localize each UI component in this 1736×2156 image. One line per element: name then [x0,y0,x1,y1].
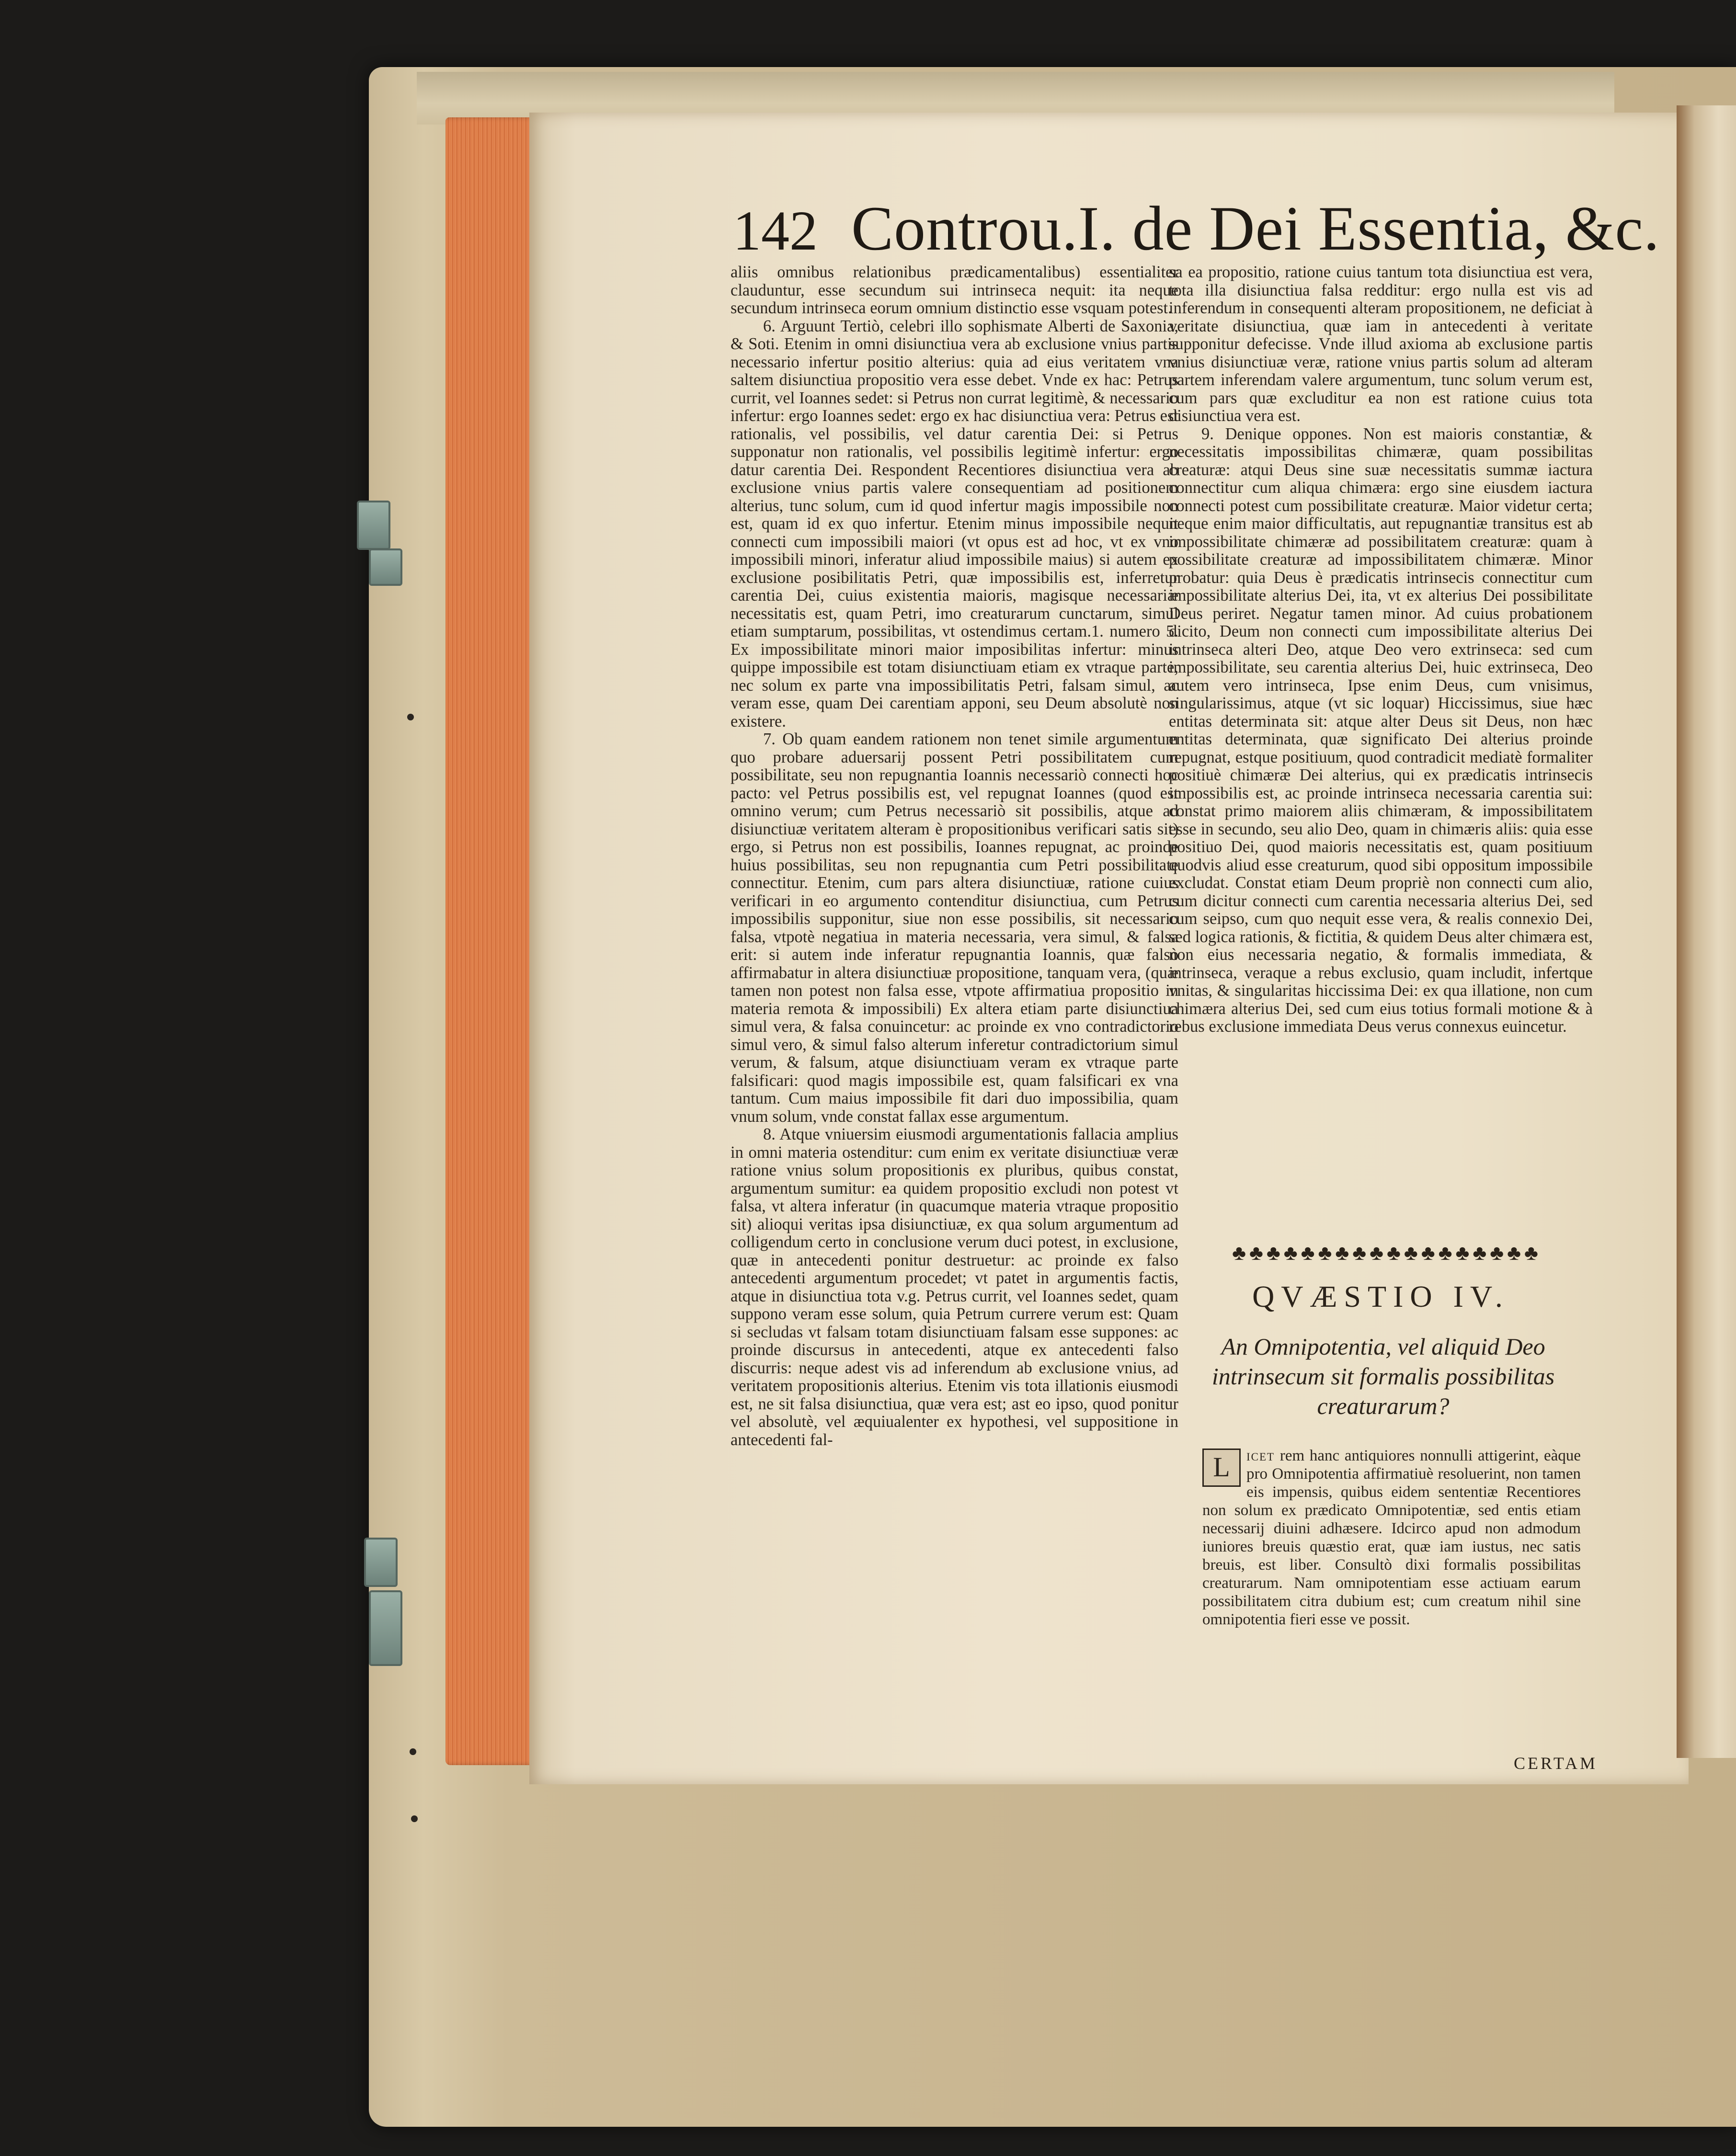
paragraph: 6. Arguunt Tertiò, celebri illo sophismate Alberti de Saxonia, & Soti. Etenim in omni disiunctiua vera ab exclusione vnius partis necessario infertur positio alterius: quia ad eius veritatem vna saltem disiunctiua propositio vera esse debet. Vnde ex hac: Petrus currit, vel Ioannes sedet: si Petrus non currat legitimè, & necessario infertur: ergo Ioannes sedet: ergo ex hac disiunctiua vera: Petrus est rationalis, vel possibilis, vel datur carentia Dei: si Petrus supponatur non rationalis, vel possibilis legitimè infertur: ergo datur carentia Dei. Respondent Recentiores disiunctiua vera ab exclusione vnius partis valere consequentiam ad positionem alterius, tunc solum, cum id quod infertur magis impossibile non est, quam id ex quo infertur. Etenim minus impossibile nequit connecti cum impossibili maiori (vt opus est ad hoc, vt ex vno impossibili minori, inferatur aliud impossibile maius) si autem ex exclusione posibilitatis Petri, quæ impossibilis est, inferretur carentia Dei, cuius existentia maioris, magisque necessariæ necessitatis est, quam Petri, imo creaturarum cunctarum, simul etiam sumptarum, possibilitas, vt ostendimus certam.1. numero 5. Ex impossibilitate minori maior imposibilitas infertur: minus quippe impossibile est totam disiunctiuam etiam ex vtraque parte, nec solum ex parte vna impossibilitatis Petri, falsam simul, ac veram esse, quam Dei carentiam apponi, seu Deum absolutè non existere. [731,317,1178,730]
right-page-sliver [1677,105,1736,1758]
drop-cap: L [1202,1449,1241,1487]
paragraph: sa ea propositio, ratione cuius tantum tota disiunctiua est vera, tota illa disiunctiua falsa redditur: ergo nulla est vis ad inferendum in consequenti alteram propositionem, ne deficiat à veritate disiunctiua, quæ iam in antecedenti à veritate supponitur defecisse. Vnde illud axioma ab exclusione partis vnius disiunctiuæ veræ, ratione vnius partis solum ad alteram partem inferendam valere argumentum, tunc solum verum est, cum pars quæ excluditur ea non est ratione cuius tota disiunctiua vera est. [1169,263,1593,425]
page-title: Controu.I. de Dei Essentia, &c. [851,193,1660,263]
question-text: rem hanc antiquiores nonnulli attigerint, eàque pro Omnipotentia affirmatiuè resoluerint, non tamen eis impensis, quibus eidem sententiæ Recentiores non solum ex prædicato Omnipotentiæ, sed entis etiam necessarij diuini adhæsere. Idcirco apud non admodum iuniores breuis quæstio erat, quæ iam iustus, nec satis breuis, est liber. Consultò dixi formalis possibilitas creaturarum. Nam omnipotentiam esse actiuam earum possibilitatem citra dubium est; cum creatum nihil sine omnipotentia fieri esse ve possit. [1202,1447,1581,1628]
question-heading: QVÆSTIO IV. [1252,1279,1509,1313]
nail-hole [407,714,414,720]
left-text-column [731,263,1178,1815]
question-body [1202,1447,1581,1715]
clasp-icon [369,548,402,586]
paragraph: 8. Atque vniuersim eiusmodi argumentationis fallacia amplius in omni materia ostenditur: cum enim ex veritate disiunctiuæ veræ ratione vnius solum propositionis ex pluribus, quibus constat, argumentum sumitur: ea quidem propositio excludi non potest vt falsa, vt altera inferatur (in quacumque materia vtraque propositio sit) alioqui veritas ipsa disiunctiuæ, ex qua solum argumentum ad colligendum certo in conclusione verum duci potest, in exclusione, quæ in antecedenti ponitur destruetur: ac proinde ex falso antecedenti argumentum procedet; vt patet in argumentis factis, atque in disiunctiua tota v.g. Petrus currit, vel Ioannes sedet, quam suppono veram esse solum, quia Petrum currere verum est: Quam si secludas vt falsam totam disiunctiuam falsam esse suppones: ac proinde discursus in antecedenti, atque ex antecedenti falso discurris: neque adest vis ad inferendum ab exclusione vnius, ad veritatem propositionis alterius. Etenim vis tota illationis eiusmodi est, ne sit falsa disiunctiua, quæ vera est; ast eo ipso, quod ponitur vel absolutè, vel æquiualenter ex hypothesi, vel suppositione in antecedenti fal- [731,1125,1178,1449]
first-word: icet [1246,1447,1275,1464]
right-text-column [1169,263,1593,1209]
paragraph: 9. Denique oppones. Non est maioris constantiæ, & necessitatis impossibilitas chimæræ, quam possibilitas creaturæ: atqui Deus sine suæ necessitatis summæ iactura connectitur cum aliqua chimæra: ergo sine eiusdem iactura connecti potest cum possibilitate creaturæ. Maior videtur certa; neque enim maior difficultatis, aut repugnantiæ transitus est ab impossibilitate chimæræ ad possibilitatem creaturæ: quam à possibilitate creaturæ ad impossibilitatem chimæræ. Minor probatur: quia Deus è prædicatis intrinsecis connectitur cum impossibilitate alterius Dei, ita, vt ex alterius Dei possibilitate Deus periret. Negatur tamen minor. Ad cuius probationem dicito, Deum non connecti cum impossibilitate alterius Dei intrinseca alteri Deo, atque Deo vero extrinseca: sed cum impossibilitate, seu carentia alterius Dei, huic extrinseca, Deo autem vero intrinseca, Ipse enim Deus, cum vnisimus, singularissimus, atque (vt sic loquar) Hiccissimus, siue hæc entitas determinata sit: atque alter Deus sit Deus, non hæc entitas determinata, quæ significato Dei alterius proinde repugnat, estque positiuum, quod contradicit mediatè formaliter positiuè chimæræ Dei alterius, qui ex prædicatis intrinsecis impossibilis est, ac proinde intrinseca necessaria carentia sui: constat primo maiorem aliis chimæram, & impossibilitatem esse in secundo, seu alio Deo, quam in chimæris aliis: quia esse positiuo Dei, quod maioris necessitatis est, quam positiuum quodvis aliud esse creaturum, quod sibi oppositum impossibile excludat. Constat etiam Deum propriè non connecti cum alio, cum dicitur connecti cum carentia necessaria alterius Dei, sed cum seipso, cum quo nequit esse vera, & realis connexio Dei, sed logica rationis, & fictitia, & quidem Deus alter chimæra est, non eius necessaria negatio, & formalis immediata, & intrinseca, veraque a rebus exclusio, quam includit, infertque vnitas, & singularitas hiccissima Dei: ex qua illatione, non cum chimæra alterius Dei, sed cum eius totius formali motione & à rebus exclusione immediata Deus verus connexus euincetur. [1169,424,1593,1036]
clasp-icon [369,1590,402,1666]
clasp-icon [357,501,390,550]
paragraph: 7. Ob quam eandem rationem non tenet simile argumentum quo probare aduersarij possent Petri possibilitatem cum possibilitate, seu non repugnantia Ioannis necessariò connecti hoc pacto: vel Petrus possibilis est, vel repugnat Ioannes (quod est omnino verum; cum Petrus necessariò sit possibilis, atque ad disiunctiuæ veritatem alteram è propositionibus verificari satis sit) ergo, si Petrus non est possibilis, Ioannes repugnat, ac proinde huius possibilitas, seu non repugnantia cum Petri possibilitate connectitur. Etenim, cum pars altera disiunctiuæ, ratione cuius verificari in eo argumento contenditur disiunctiua, cum Petrus impossibilis supponitur, siue non esse possibilis, sit necessario falsa, vtpotè negatiua in materia necessaria, vera simul, & falsa erit: si autem inde inferatur repugnantia Ioannis, quæ falsò affirmabatur in altera disiunctiuæ propositione, tanquam vera, (quæ tamen non potest non falsa esse, vtpote affirmatiua propositio in materia remota & impossibili) Ex altera etiam parte disiunctiua simul vera, & falsa conuincetur: ac proinde ex vno contradictorio simul vero, & simul falso alterum inferetur contradictorium simul verum, & falsum, atque disiunctiuam veram ex vtraque parte falsificari: quod magis impossibile est, quam falsificari ex vna tantum. Cum maius impossibile fit dari duo impossibilia, quam vnum solum, vnde constat fallax esse argumentum. [731,730,1178,1126]
running-head [733,192,1660,263]
nail-hole [411,1815,418,1822]
catchword: CERTAM [1514,1754,1598,1773]
nail-hole [410,1748,416,1755]
page-number: 142 [733,199,818,262]
fleuron-ornament: ♣♣♣♣♣♣♣♣♣♣♣♣♣♣♣♣♣♣ [1232,1241,1542,1265]
question-subtitle: An Omnipotentia, vel aliquid Deo intrinsecum sit formalis possibilitas creaturarum? [1211,1333,1555,1419]
paragraph: aliis omnibus relationibus prædicamentalibus) essentialiter clauduntur, esse secundum sui intrinseca nequit: ita neque secundum intrinseca eorum omnium distinctio esse vsquam potest. [731,263,1178,317]
clasp-icon [364,1538,398,1587]
